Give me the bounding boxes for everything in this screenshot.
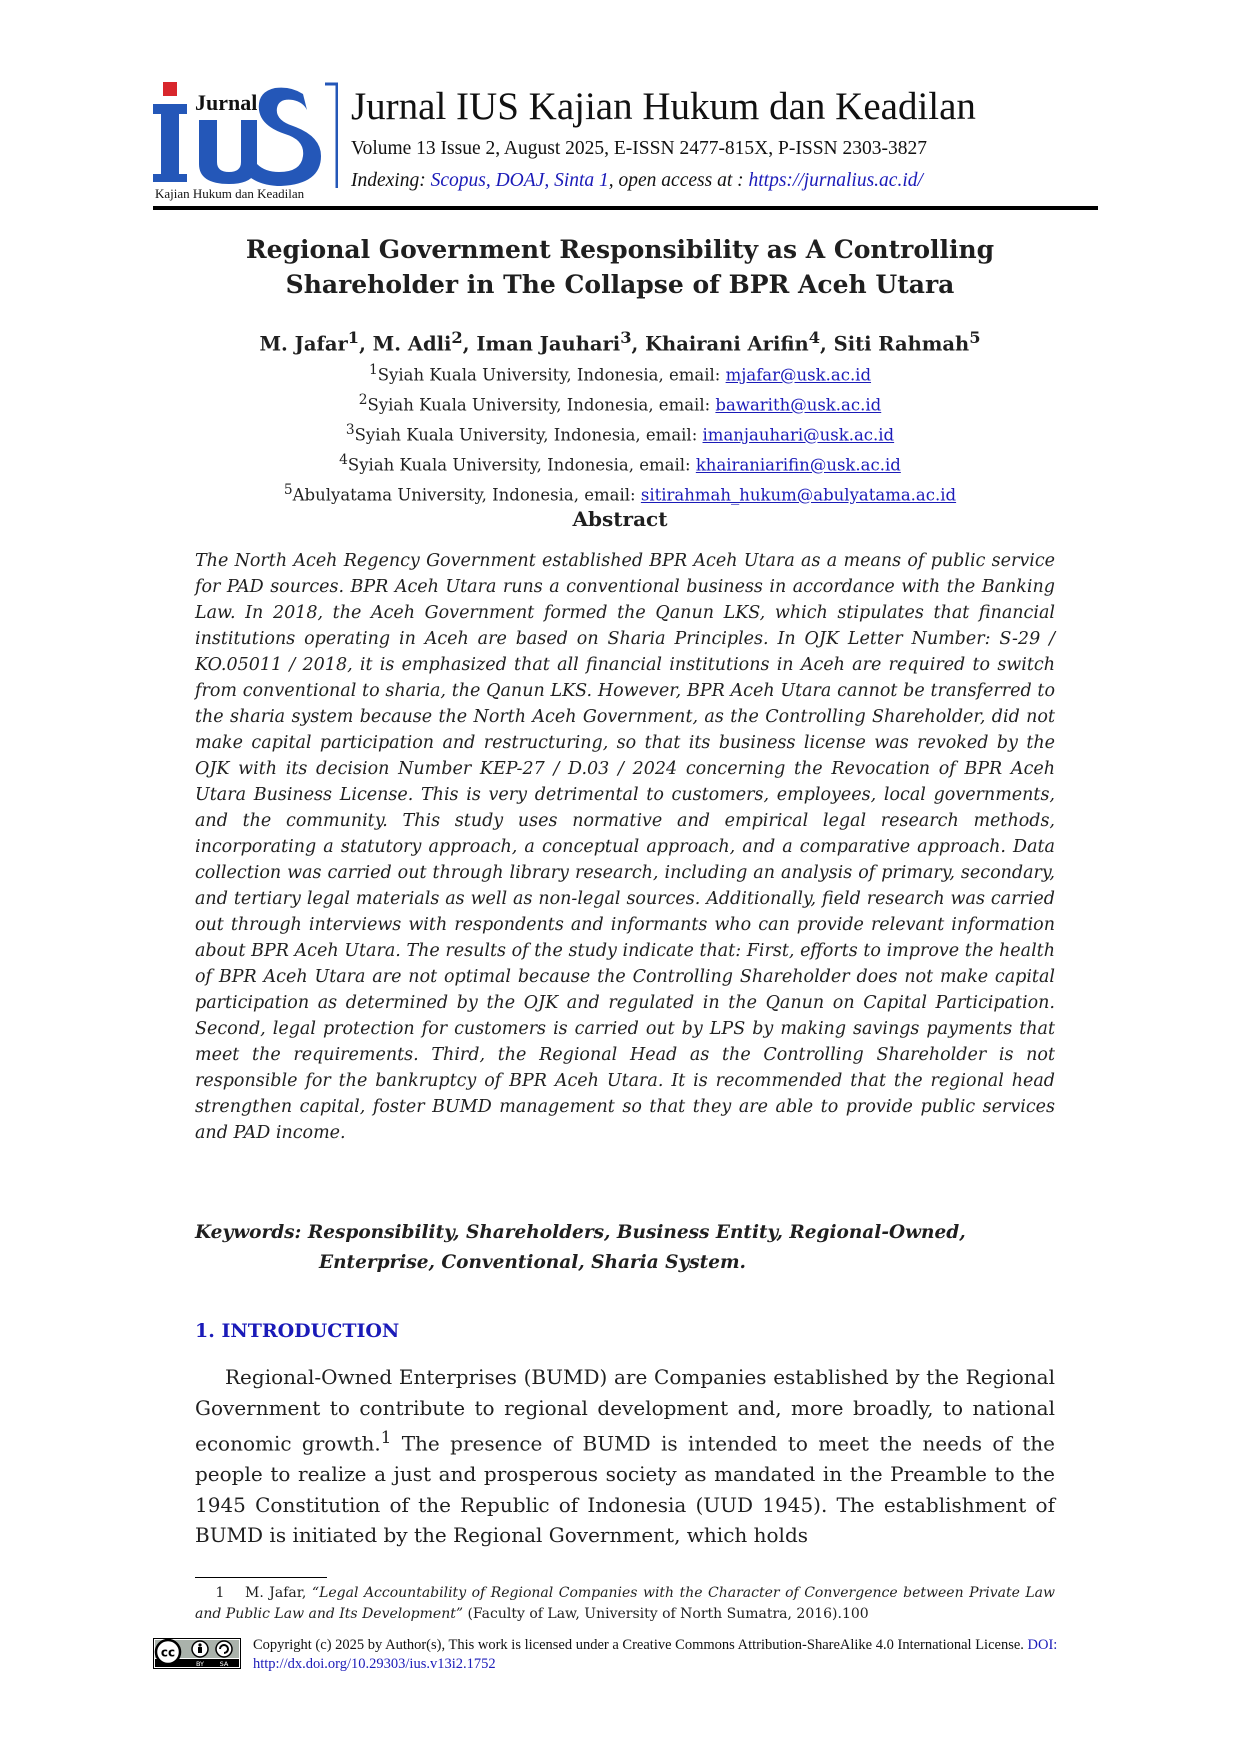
journal-meta: Volume 13 Issue 2, August 2025, E-ISSN 2477-815X, P-ISSN 2303-3827 <box>351 138 927 159</box>
affil-text: Abulyatama University, Indonesia, email: <box>292 485 641 505</box>
email-link[interactable]: sitirahmah_hukum@abulyatama.ac.id <box>640 485 957 505</box>
footnote-rest: (Faculty of Law, University of North Sumatra, 2016).100 <box>463 1606 869 1622</box>
intro-text: The presence of BUMD is intended to meet the needs of the people to realize a just and prosperous society as mandated in the Preamble to the 1945 Constitution of the Republic of Indonesia (UUD 1945). The establishment of BUMD is initiated by the Regional Government, which holds <box>195 1431 1056 1548</box>
license-block <box>153 1636 1098 1684</box>
footnote-author: M. Jafar, <box>245 1585 312 1601</box>
section-heading: 1. INTRODUCTION <box>195 1320 400 1342</box>
license-text <box>253 1636 1098 1674</box>
journal-logo <box>153 78 338 204</box>
logo-tagline: Kajian Hukum dan Keadilan <box>155 186 305 201</box>
author-name: Khairani Arifin <box>645 332 809 356</box>
badge-by: BY <box>195 1660 205 1668</box>
author-name: M. Jafar <box>259 332 348 356</box>
email-link[interactable]: khairaniarifin@usk.ac.id <box>695 455 901 475</box>
footnote-rule <box>195 1577 327 1578</box>
indexing-list-link[interactable]: Scopus, DOAJ, Sinta 1 <box>430 170 609 191</box>
affiliation-list <box>170 358 1070 508</box>
cc-by-sa-badge-icon[interactable] <box>153 1638 241 1669</box>
keywords-line: Enterprise, Conventional, Sharia System. <box>319 1252 746 1273</box>
email-link[interactable]: imanjauhari@usk.ac.id <box>702 425 895 445</box>
badge-sa: SA <box>219 1660 229 1668</box>
footnote-ref[interactable]: 1 <box>380 1428 392 1447</box>
open-access-label: , open access at : <box>608 170 749 191</box>
author-name: M. Adli <box>372 332 452 356</box>
author-sup: 1 <box>347 328 360 347</box>
title-line: Regional Government Responsibility as A Controlling <box>245 235 995 264</box>
license-statement: Copyright (c) 2025 by Author(s), This work is licensed under a Creative Commons Attribution-ShareAlike 4.0 International License. <box>253 1637 1028 1653</box>
keywords-line: Keywords: Responsibility, Shareholders, Business Entity, Regional-Owned, <box>195 1222 966 1243</box>
keywords <box>195 1218 1055 1278</box>
journal-url-link[interactable]: https://jurnalius.ac.id/ <box>748 170 923 191</box>
intro-text: Regional-Owned Enterprises (BUMD) are Companies established by the Regional Government to contribute to regional development and, more broadly, to national economic growth. <box>195 1365 1055 1456</box>
author-sup: 5 <box>969 328 981 347</box>
affil-sup: 2 <box>358 392 368 408</box>
abstract-text: The North Aceh Regency Government established BPR Aceh Utara as a means of public service for PAD sources. BPR Aceh Utara runs a conventional business in accordance with the Banking Law. In 2018, the Aceh Government formed the Qanun LKS, which stipulates that financial institutions operating in Aceh are based on Sharia Principles. In OJK Letter Number: S-29 / KO.05011 / 2018, it is emphasized that all financial institutions in Aceh are required to switch from conventional to sharia, the Qanun LKS. However, BPR Aceh Utara cannot be transferred to the sharia system because the North Aceh Government, as the Controlling Shareholder, did not make capital participation and restructuring, so that its business license was revoked by the OJK with its decision Number KEP-27 / D.03 / 2024 concerning the Revocation of BPR Aceh Utara Business License. This is very detrimental to customers, employees, local governments, and the community. This study uses normative and empirical legal research methods, incorporating a statutory approach, a conceptual approach, and a comparative approach. Data collection was carried out through library research, including an analysis of primary, secondary, and tertiary legal materials as well as non-legal sources. Additionally, field research was carried out through interviews with respondents and informants who can provide relevant information about BPR Aceh Utara. The results of the study indicate that: First, efforts to improve the health of BPR Aceh Utara are not optimal because the Controlling Shareholder does not make capital participation as determined by the OJK and regulated in the Qanun on Capital Participation. Second, legal protection for customers is carried out by LPS by making savings payments that meet the requirements. Third, the Regional Head as the Controlling Shareholder is not responsible for the bankruptcy of BPR Aceh Utara. It is recommended that the regional head strengthen capital, foster BUMD management so that they are able to provide public services and PAD income. <box>195 551 1055 1143</box>
header-rule <box>153 206 1098 210</box>
intro-paragraph <box>195 1362 1055 1551</box>
affil-text: Syiah Kuala University, Indonesia, email: <box>367 395 716 415</box>
affil-text: Syiah Kuala University, Indonesia, email: <box>354 425 703 445</box>
footnote-title: “Legal Accountability of Regional Companies with the Character of Convergence between Private Law and Public Law and Its Development” <box>195 1585 1055 1622</box>
affiliation-line <box>170 388 1070 418</box>
author-sup: 4 <box>808 328 821 347</box>
footnote-number: 1 <box>215 1585 225 1601</box>
author-sup: 2 <box>451 328 463 347</box>
logo-word: Jurnal <box>195 90 258 115</box>
footnote <box>195 1583 1055 1625</box>
affiliation-line <box>170 448 1070 478</box>
author-sup: 3 <box>620 328 632 347</box>
author-list: M. Jafar$^1$, M. Adli$^2$, Iman Jauhari$^3$, Khairani Arifin$^4$, Siti Rahmah$^5$ <box>259 328 981 356</box>
affil-sup: 3 <box>345 422 355 438</box>
indexing-label: Indexing: <box>351 170 431 191</box>
affil-sup: 1 <box>368 362 378 378</box>
affil-sup: 4 <box>339 452 348 468</box>
journal-indexing <box>351 170 923 192</box>
doi-link[interactable]: http://dx.doi.org/10.29303/ius.v13i2.1752 <box>253 1656 496 1672</box>
affil-text: Syiah Kuala University, Indonesia, email: <box>377 365 726 385</box>
abstract-heading: Abstract <box>572 507 668 531</box>
email-link[interactable]: mjafar@usk.ac.id <box>725 365 872 385</box>
badge-cc: cc <box>160 1645 176 1660</box>
affiliation-line <box>170 358 1070 388</box>
affil-text: Syiah Kuala University, Indonesia, email: <box>347 455 696 475</box>
title-line: Shareholder in The Collapse of BPR Aceh Utara <box>285 270 955 299</box>
email-link[interactable]: bawarith@usk.ac.id <box>715 395 882 415</box>
author-name: Siti Rahmah <box>833 332 970 356</box>
author-name: Iman Jauhari <box>476 332 621 356</box>
article-title <box>170 232 1070 302</box>
journal-title: Jurnal IUS Kajian Hukum dan Keadilan <box>351 85 976 128</box>
affil-sup: 5 <box>283 482 293 498</box>
journal-header <box>153 78 1098 210</box>
affiliation-line <box>170 418 1070 448</box>
affiliation-line <box>170 478 1070 508</box>
doi-label: DOI: <box>1027 1637 1058 1653</box>
